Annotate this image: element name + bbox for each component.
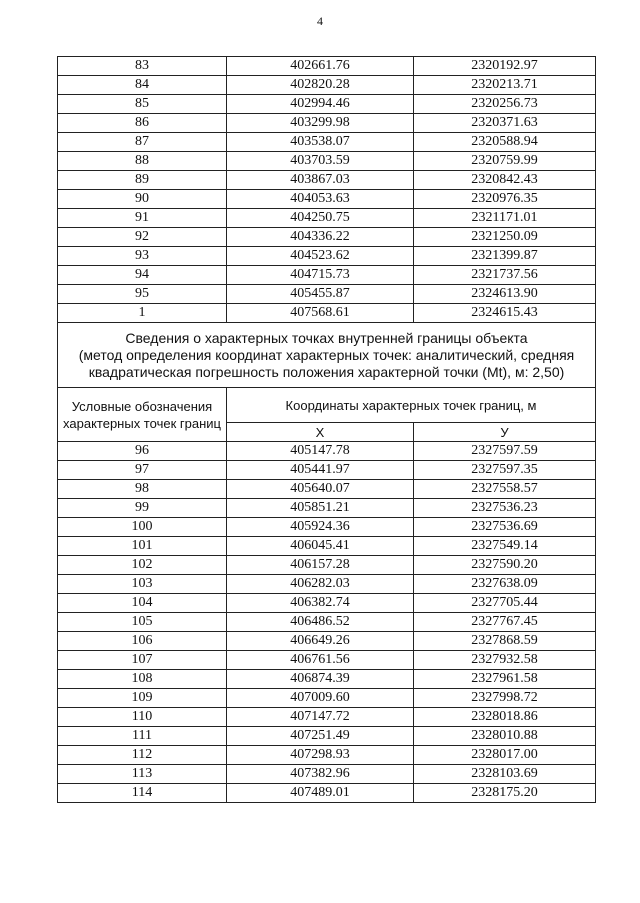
y-coordinate-cell: 2320213.71 [414, 76, 596, 95]
point-number-cell: 104 [58, 594, 227, 613]
y-coordinate-cell: 2327597.35 [414, 461, 596, 480]
point-number-cell: 105 [58, 613, 227, 632]
x-coordinate-cell: 407489.01 [227, 784, 414, 803]
section-line-2: (метод определения координат характерных точек: аналитический, средняя [78, 346, 575, 363]
point-number-cell: 86 [58, 114, 227, 133]
x-coordinate-cell: 402820.28 [227, 76, 414, 95]
table-row [58, 190, 596, 209]
point-number-cell: 101 [58, 537, 227, 556]
point-number-cell: 103 [58, 575, 227, 594]
table-row [58, 209, 596, 228]
y-coordinate-cell: 2321399.87 [414, 247, 596, 266]
point-number-cell: 90 [58, 190, 227, 209]
table-row [58, 76, 596, 95]
y-coordinate-cell: 2321737.56 [414, 266, 596, 285]
y-coordinate-cell: 2327932.58 [414, 651, 596, 670]
x-coordinate-cell: 403538.07 [227, 133, 414, 152]
y-coordinate-cell: 2328175.20 [414, 784, 596, 803]
header-row-1 [58, 388, 596, 423]
point-number-cell: 91 [58, 209, 227, 228]
table-row [58, 480, 596, 499]
table-row [58, 784, 596, 803]
table-row [58, 499, 596, 518]
y-coordinate-cell: 2327536.23 [414, 499, 596, 518]
table-row [58, 442, 596, 461]
point-number-cell: 111 [58, 727, 227, 746]
y-coordinate-cell: 2320759.99 [414, 152, 596, 171]
table-row [58, 575, 596, 594]
point-number-cell: 106 [58, 632, 227, 651]
table-row [58, 228, 596, 247]
table-row [58, 114, 596, 133]
y-coordinate-cell: 2320192.97 [414, 57, 596, 76]
header-coordinates: Координаты характерных точек границ, м [227, 388, 596, 423]
table-row [58, 95, 596, 114]
y-coordinate-cell: 2320256.73 [414, 95, 596, 114]
y-coordinate-cell: 2324615.43 [414, 304, 596, 323]
y-coordinate-cell: 2327549.14 [414, 537, 596, 556]
point-number-cell: 94 [58, 266, 227, 285]
x-coordinate-cell: 405455.87 [227, 285, 414, 304]
table-row [58, 247, 596, 266]
point-number-cell: 109 [58, 689, 227, 708]
point-number-cell: 114 [58, 784, 227, 803]
page-number: 4 [317, 14, 323, 28]
point-number-cell: 102 [58, 556, 227, 575]
point-number-cell: 88 [58, 152, 227, 171]
point-number-cell: 85 [58, 95, 227, 114]
x-coordinate-cell: 405640.07 [227, 480, 414, 499]
y-coordinate-cell: 2328017.00 [414, 746, 596, 765]
y-coordinate-cell: 2320371.63 [414, 114, 596, 133]
x-coordinate-cell: 405147.78 [227, 442, 414, 461]
table-row [58, 537, 596, 556]
x-coordinate-cell: 404053.63 [227, 190, 414, 209]
table-row [58, 708, 596, 727]
x-coordinate-cell: 404336.22 [227, 228, 414, 247]
point-number-cell: 99 [58, 499, 227, 518]
y-coordinate-cell: 2327767.45 [414, 613, 596, 632]
y-coordinate-cell: 2324613.90 [414, 285, 596, 304]
section-heading-group [58, 323, 596, 442]
table-row [58, 518, 596, 537]
table-row [58, 304, 596, 323]
section-line-1: Сведения о характерных точках внутренней границы объекта [125, 329, 528, 346]
table-row [58, 171, 596, 190]
x-coordinate-cell: 403299.98 [227, 114, 414, 133]
table-row [58, 461, 596, 480]
x-coordinate-cell: 406282.03 [227, 575, 414, 594]
coordinates-table [57, 56, 596, 803]
y-coordinate-cell: 2320976.35 [414, 190, 596, 209]
table-row [58, 746, 596, 765]
y-coordinate-cell: 2327638.09 [414, 575, 596, 594]
x-coordinate-cell: 406382.74 [227, 594, 414, 613]
point-number-cell: 89 [58, 171, 227, 190]
y-coordinate-cell: 2327998.72 [414, 689, 596, 708]
point-number-cell: 98 [58, 480, 227, 499]
point-number-cell: 93 [58, 247, 227, 266]
x-coordinate-cell: 403867.03 [227, 171, 414, 190]
section-heading [58, 323, 596, 388]
top-rows [58, 57, 596, 323]
y-coordinate-cell: 2327868.59 [414, 632, 596, 651]
header-x: X [227, 423, 414, 442]
table-row [58, 613, 596, 632]
point-number-cell: 87 [58, 133, 227, 152]
point-number-cell: 107 [58, 651, 227, 670]
point-number-cell: 95 [58, 285, 227, 304]
table-row [58, 285, 596, 304]
x-coordinate-cell: 407147.72 [227, 708, 414, 727]
x-coordinate-cell: 405441.97 [227, 461, 414, 480]
point-number-cell: 92 [58, 228, 227, 247]
x-coordinate-cell: 404715.73 [227, 266, 414, 285]
y-coordinate-cell: 2327590.20 [414, 556, 596, 575]
table-row [58, 632, 596, 651]
x-coordinate-cell: 406649.26 [227, 632, 414, 651]
y-coordinate-cell: 2328010.88 [414, 727, 596, 746]
x-coordinate-cell: 407382.96 [227, 765, 414, 784]
x-coordinate-cell: 406157.28 [227, 556, 414, 575]
y-coordinate-cell: 2321250.09 [414, 228, 596, 247]
point-number-cell: 108 [58, 670, 227, 689]
x-coordinate-cell: 407298.93 [227, 746, 414, 765]
table-row [58, 556, 596, 575]
x-coordinate-cell: 404523.62 [227, 247, 414, 266]
table-row [58, 727, 596, 746]
table-row [58, 765, 596, 784]
table-row [58, 57, 596, 76]
section-heading-row [58, 323, 596, 388]
y-coordinate-cell: 2320588.94 [414, 133, 596, 152]
x-coordinate-cell: 402661.76 [227, 57, 414, 76]
x-coordinate-cell: 406874.39 [227, 670, 414, 689]
y-coordinate-cell: 2321171.01 [414, 209, 596, 228]
table-row [58, 651, 596, 670]
x-coordinate-cell: 407009.60 [227, 689, 414, 708]
point-number-cell: 1 [58, 304, 227, 323]
table-row [58, 689, 596, 708]
y-coordinate-cell: 2327597.59 [414, 442, 596, 461]
table-row [58, 594, 596, 613]
point-number-cell: 113 [58, 765, 227, 784]
header-point-designation: Условные обозначения характерных точек границ [58, 388, 227, 442]
x-coordinate-cell: 402994.46 [227, 95, 414, 114]
x-coordinate-cell: 406486.52 [227, 613, 414, 632]
table-row [58, 133, 596, 152]
y-coordinate-cell: 2327705.44 [414, 594, 596, 613]
y-coordinate-cell: 2327961.58 [414, 670, 596, 689]
point-number-cell: 97 [58, 461, 227, 480]
y-coordinate-cell: 2327536.69 [414, 518, 596, 537]
x-coordinate-cell: 407568.61 [227, 304, 414, 323]
x-coordinate-cell: 407251.49 [227, 727, 414, 746]
point-number-cell: 96 [58, 442, 227, 461]
point-number-cell: 83 [58, 57, 227, 76]
table-row [58, 670, 596, 689]
point-number-cell: 112 [58, 746, 227, 765]
point-number-cell: 100 [58, 518, 227, 537]
section-line-3: квадратическая погрешность положения характерной точки (Mt), м: 2,50) [88, 363, 565, 380]
x-coordinate-cell: 405924.36 [227, 518, 414, 537]
x-coordinate-cell: 403703.59 [227, 152, 414, 171]
x-coordinate-cell: 405851.21 [227, 499, 414, 518]
header-y: У [414, 423, 596, 442]
point-number-cell: 84 [58, 76, 227, 95]
table-row [58, 152, 596, 171]
point-number-cell: 110 [58, 708, 227, 727]
table-row [58, 266, 596, 285]
x-coordinate-cell: 406761.56 [227, 651, 414, 670]
y-coordinate-cell: 2328018.86 [414, 708, 596, 727]
y-coordinate-cell: 2327558.57 [414, 480, 596, 499]
x-coordinate-cell: 404250.75 [227, 209, 414, 228]
bottom-rows [58, 442, 596, 803]
y-coordinate-cell: 2328103.69 [414, 765, 596, 784]
y-coordinate-cell: 2320842.43 [414, 171, 596, 190]
x-coordinate-cell: 406045.41 [227, 537, 414, 556]
